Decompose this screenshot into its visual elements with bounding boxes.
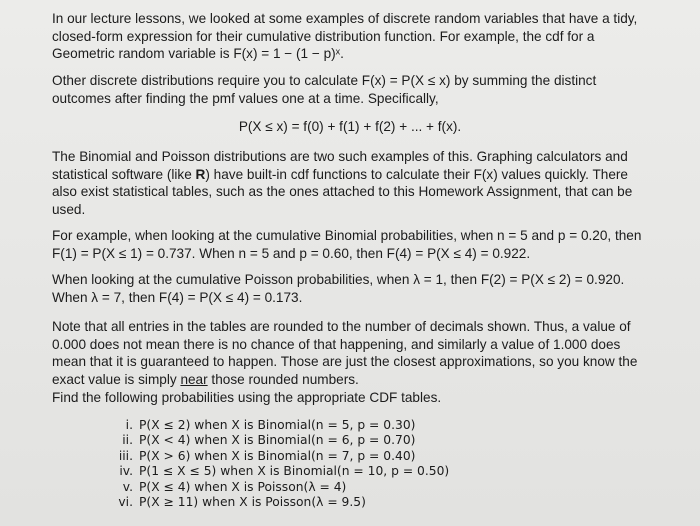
software-text [52, 148, 652, 218]
instruction-text: Find the following probabilities using the appropriate CDF tables. [52, 390, 442, 405]
software-r: R [195, 166, 206, 182]
problem-item-6 [105, 495, 625, 510]
problem-number: ii. [122, 433, 133, 448]
problem-text: P(X > 6) when X is Binomial(n = 7, p = 0.40) [139, 448, 416, 463]
problem-text: P(X ≤ 2) when X is Binomial(n = 5, p = 0.30) [139, 418, 416, 432]
rounding-note-text [52, 318, 652, 388]
problem-text: P(X < 4) when X is Binomial(n = 6, p = 0.70) [139, 433, 416, 448]
software-paragraph [52, 148, 652, 218]
software-text-a: The Binomial and Poisson distributions are two such examples of this. Graphing calculators and statistical software (like [52, 149, 628, 182]
rounding-near: near [180, 371, 208, 387]
poisson-example-text: When looking at the cumulative Poisson probabilities, when λ = 1, then F(2) = P(X ≤ 2) = 0.920. When λ = 7, then F(4) = P(X ≤ 4) = 0.173. [52, 272, 625, 305]
problem-number: vi. [118, 495, 133, 510]
summing-paragraph [52, 72, 652, 107]
problem-item-1 [105, 418, 625, 433]
rounding-text-a: Note that all entries in the tables are rounded to the number of decimals shown. Thus, a value of 0.000 does not mean there is no chance of that happening, and similarly a value of 1.000 does mean that it is guaranteed to happen. Those are just the closest approximations, so you know the exact value is simply [52, 319, 638, 387]
problem-item-4 [105, 464, 625, 479]
intro-paragraph [52, 10, 652, 63]
problem-number: iv. [119, 464, 133, 479]
intro-text: In our lecture lessons, we looked at some examples of discrete random variables that have a tidy, closed-form expression for their cumulative distribution function. For example, the cdf for a Geometric random variable is F(x) = 1 − (1 − p)ˣ. [52, 11, 638, 61]
problem-number: iii. [118, 448, 133, 463]
summing-text: Other discrete distributions require you to calculate F(x) = P(X ≤ x) by summing the distinct outcomes after finding the pmf values one at a time. Specifically, [52, 73, 597, 106]
software-text-b: ) have built-in cdf functions to calculate their F(x) values quickly. There also exist statistical tables, such as the ones attached to this Homework Assignment, that can be used. [52, 166, 633, 217]
problem-item-3 [105, 449, 625, 464]
problem-number: v. [122, 479, 133, 494]
rounding-text-b: those rounded numbers. [207, 371, 359, 387]
problem-list [105, 418, 625, 510]
problem-text: P(X ≤ 4) when X is Poisson(λ = 4) [139, 479, 347, 494]
instruction-paragraph [52, 389, 652, 407]
cdf-formula: P(X ≤ x) = f(0) + f(1) + f(2) + ... + f(x). [238, 119, 462, 134]
problem-item-2 [105, 433, 625, 448]
rounding-note-paragraph [52, 318, 652, 388]
problem-text: P(X ≥ 11) when X is Poisson(λ = 9.5) [139, 495, 366, 510]
problem-text: P(1 ≤ X ≤ 5) when X is Binomial(n = 10, p = 0.50) [139, 464, 450, 479]
binomial-example-paragraph [52, 227, 652, 262]
problem-number: i. [125, 418, 133, 432]
binomial-example-text: For example, when looking at the cumulative Binomial probabilities, when n = 5 and p = 0.20, then F(1) = P(X ≤ 1) = 0.737. When n = 5 and p = 0.60, then F(4) = P(X ≤ 4) = 0.922. [52, 228, 642, 261]
problem-item-5 [105, 480, 625, 495]
poisson-example-paragraph [52, 271, 652, 306]
